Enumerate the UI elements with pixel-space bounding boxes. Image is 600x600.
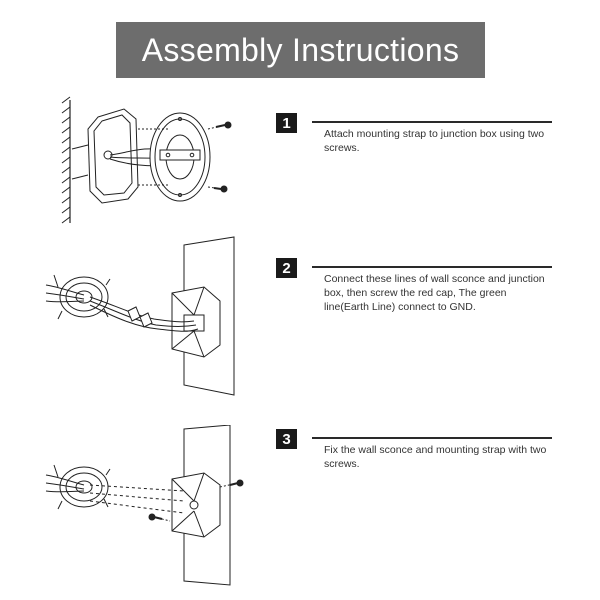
step-text: Fix the wall sconce and mounting strap with two screws. [324,444,547,470]
mounting-strap [150,113,210,201]
step-divider [312,121,552,123]
page-title: Assembly Instructions [141,31,460,68]
step-number-badge: 1 [276,113,297,133]
screw-icon [208,186,227,192]
title-banner [116,22,485,78]
step-number-badge: 3 [276,429,297,449]
screw-icon [149,514,170,521]
screw-icon [208,122,231,129]
step-text: Attach mounting strap to junction box using two screws. [324,128,545,154]
wire-cap-icon [128,307,152,327]
sconce-plate [172,425,230,585]
sconce-plate [172,237,234,395]
mounting-strap [54,465,110,509]
step-2-illustration [44,235,244,400]
junction-box [72,109,138,203]
step-divider [312,266,552,268]
step-number-badge: 2 [276,258,297,278]
step-text: Connect these lines of wall sconce and junction box, then screw the red cap, The green line(Earth Line) connect to GND. [324,273,545,313]
mounting-strap [54,275,110,319]
step-divider [312,437,552,439]
step-3-illustration [44,425,254,590]
step-1-illustration [58,95,248,225]
wall-hatching [62,97,70,223]
